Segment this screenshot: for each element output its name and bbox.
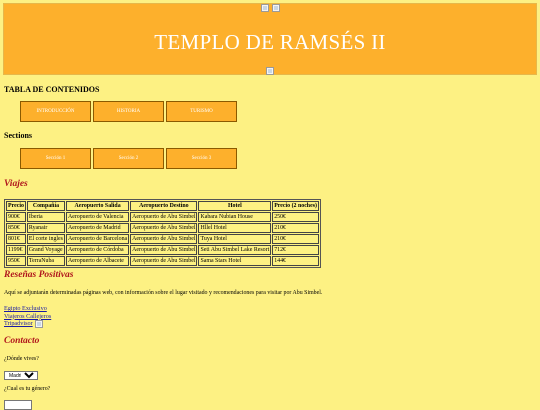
table-row	[6, 234, 319, 244]
table-cell: 850€	[6, 223, 26, 233]
section-buttons	[20, 148, 237, 169]
table-cell: 144€	[272, 256, 319, 266]
table-cell: 801€	[6, 234, 26, 244]
table-cell: Aeropuerto de Madrid	[66, 223, 129, 233]
table-cell: Aeropuerto de Córdoba	[66, 245, 129, 255]
table-cell: 950€	[6, 256, 26, 266]
column-header: Precio (2 noches)	[274, 203, 317, 209]
toc-button-introduccion[interactable]: INTRODUCCIÓN	[20, 101, 91, 122]
table-cell: Aeropuerto de Abu Simbel	[132, 236, 196, 242]
table-cell: Aeropuerto de Abu Simbel	[132, 247, 196, 253]
link-viajeros-callejeros[interactable]: Viajeros Callejeros	[4, 312, 52, 320]
section-button-1[interactable]: Sección 1	[20, 148, 91, 169]
where-label: ¿Dónde vives?	[4, 356, 39, 362]
sections-heading: Sections	[4, 131, 32, 140]
broken-image-icon	[261, 4, 269, 12]
reviews-heading: Reseñas Positivas	[4, 270, 74, 280]
reviews-description: Aquí se adjuntarán determinadas páginas web, con información sobre el lugar visitado y recomendaciones para visitar por Abu Simbel.	[4, 290, 323, 296]
toc-heading: TABLA DE CONTENIDOS	[4, 85, 100, 94]
table-cell: Ryanair	[27, 223, 65, 233]
contact-heading: Contacto	[4, 336, 40, 346]
trips-heading: Viajes	[4, 179, 28, 189]
country-select[interactable]	[4, 371, 38, 380]
table-cell: Aeropuerto de Abu Simbel	[132, 258, 196, 264]
broken-image-icon	[272, 4, 280, 12]
header-banner	[3, 3, 537, 75]
table-cell: 1199€	[6, 245, 26, 255]
table-cell: Grand Voyage	[27, 245, 65, 255]
link-tripadvisor[interactable]: Tripadvisor	[4, 320, 33, 328]
table-cell: Hllel Hotel	[198, 223, 271, 233]
table-cell: Aeropuerto de Albacete	[66, 256, 129, 266]
toc-button-turismo[interactable]: TURISMO	[166, 101, 237, 122]
table-cell: Aeropuerto de Valencia	[66, 212, 129, 222]
table-cell: 900€	[6, 212, 26, 222]
column-header: Aeropuerto Salida	[66, 201, 129, 211]
table-cell: 210€	[272, 223, 319, 233]
column-header: Precio	[8, 203, 24, 209]
table-cell: Seti Abu Simbel Lake Resort	[200, 247, 270, 253]
table-cell: Aeropuerto de Abu Simbel	[132, 214, 196, 220]
broken-image-icon	[35, 320, 43, 328]
table-cell: Tuya Hotel	[198, 234, 271, 244]
table-cell: Aeropuerto de Barcelona	[67, 236, 128, 242]
gender-label: ¿Cual es tu género?	[4, 386, 51, 392]
section-button-2[interactable]: Sección 2	[93, 148, 164, 169]
toc-button-historia[interactable]: HISTORIA	[93, 101, 164, 122]
table-cell: Sama Stars Hotel	[198, 256, 271, 266]
table-row	[6, 256, 319, 266]
table-cell: 712€	[272, 245, 319, 255]
table-row	[6, 212, 319, 222]
link-egipto-exclusivo[interactable]: Egipto Exclusivo	[4, 305, 47, 312]
broken-image-icon	[266, 67, 274, 75]
table-cell: 210€	[272, 234, 319, 244]
table-header-row	[6, 201, 319, 211]
table-cell: Kabara Nubian House	[198, 212, 271, 222]
page-title: TEMPLO DE RAMSÉS II	[154, 30, 386, 54]
table-row	[6, 223, 319, 233]
review-links	[4, 305, 51, 328]
column-header: Aeropuerto Destino	[130, 201, 197, 211]
section-button-3[interactable]: Sección 3	[166, 148, 237, 169]
table-cell: TerraNuba	[27, 256, 65, 266]
column-header: Compañía	[27, 201, 65, 211]
column-header: Hotel	[198, 201, 271, 211]
trips-table	[4, 199, 321, 268]
table-cell: Aeropuerto de Abu Simbel	[132, 225, 196, 231]
gender-field[interactable]	[4, 400, 32, 410]
table-cell: 250€	[272, 212, 319, 222]
table-cell: Iberia	[27, 212, 65, 222]
table-cell: El corte ingles	[28, 236, 63, 242]
table-row	[6, 245, 319, 255]
toc-buttons	[20, 101, 237, 122]
